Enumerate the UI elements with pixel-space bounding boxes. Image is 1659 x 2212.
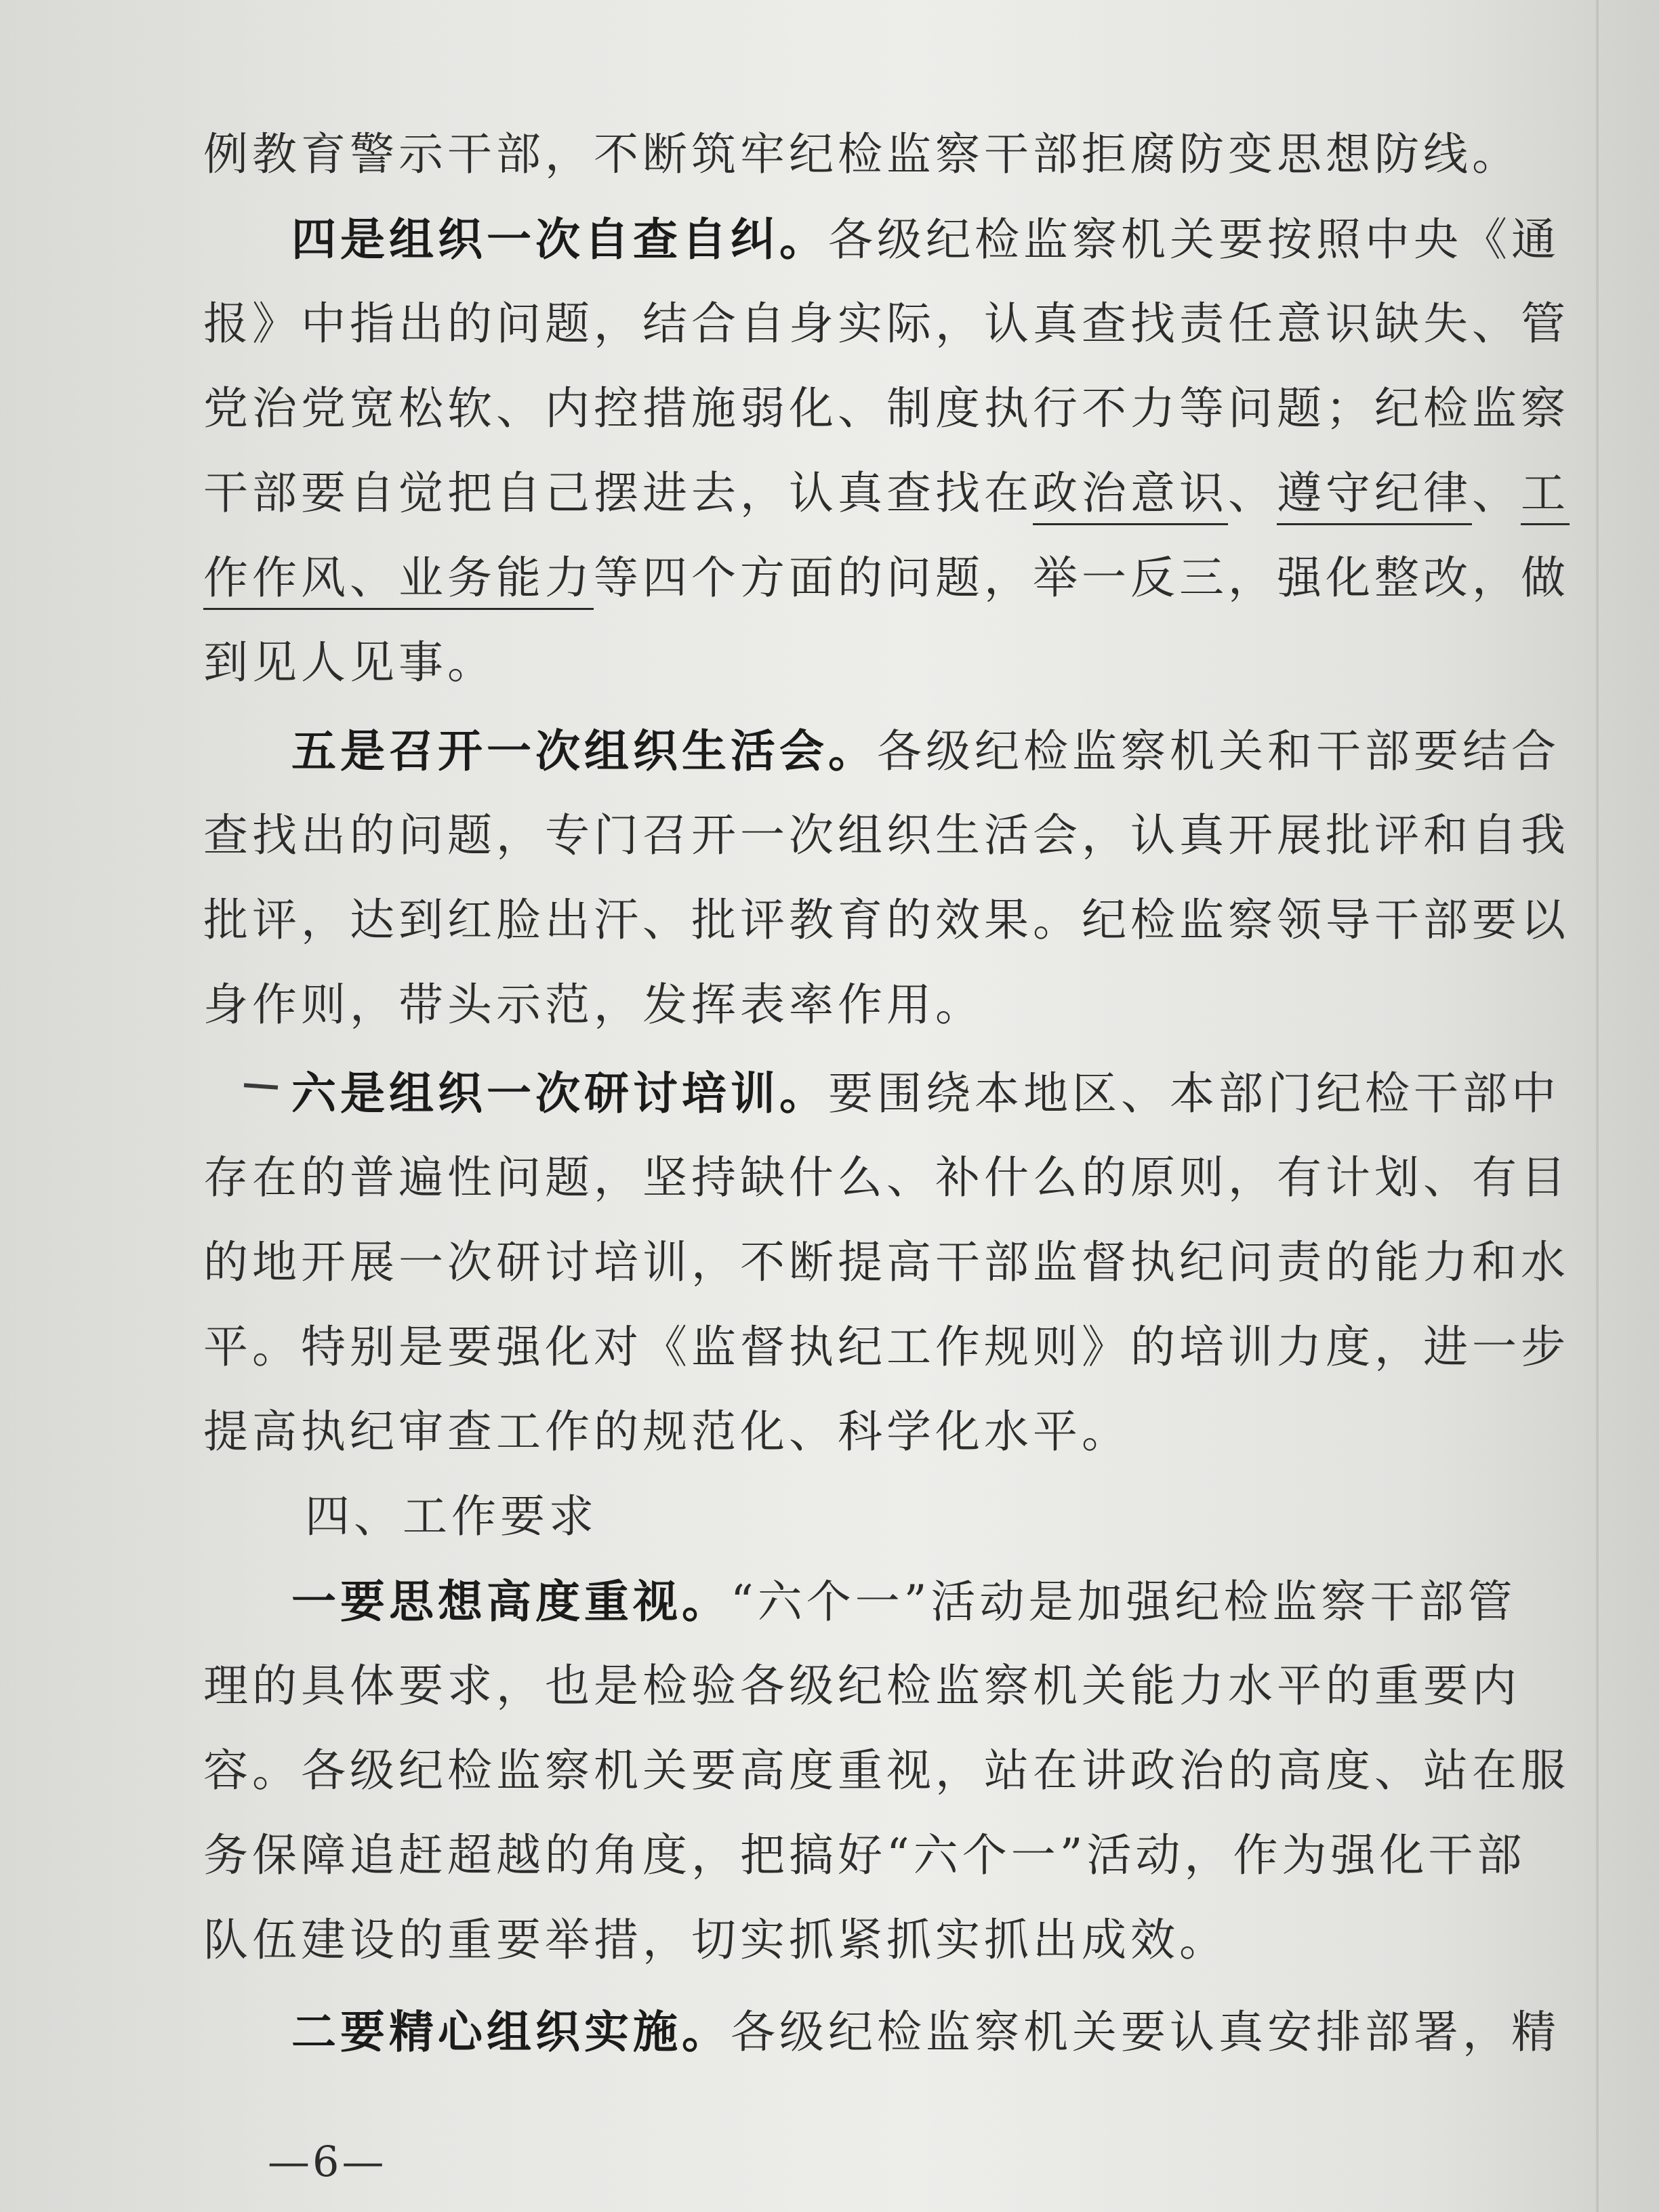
- underlined-text: 遵守纪律: [1277, 467, 1472, 525]
- pen-mark: [244, 1083, 278, 1089]
- text-run: 各级纪检监察机关和干部要结合: [877, 725, 1560, 777]
- text-run: 各级纪检监察机关要按照中央《通: [828, 213, 1560, 266]
- underlined-text: 作作风、业务能力: [203, 552, 594, 610]
- text-line: 平。特别是要强化对《监督执纪工作规则》的培训力度，进一步: [203, 1321, 1570, 1373]
- requirement-2-line-1: [291, 1999, 1572, 2065]
- paragraph-lead: 六是组织一次研讨培训。: [291, 1067, 828, 1120]
- text-line: [203, 461, 1572, 526]
- text-run: 、: [1472, 467, 1521, 519]
- text-run: 各级纪检监察机关要认真安排部署，精: [731, 2006, 1560, 2058]
- text-line: 容。各级纪检监察机关要高度重视，站在讲政治的高度、站在服: [203, 1744, 1570, 1797]
- underlined-text: 政治意识: [1033, 467, 1228, 525]
- text-line: 身作则，带头示范，发挥表率作用。: [203, 979, 984, 1031]
- text-run: 等四个方面的问题，举一反三，强化整改，做: [594, 552, 1570, 604]
- page-number: —6—: [268, 2137, 387, 2186]
- text-line: 例教育警示干部，不断筑牢纪检监察干部拒腐防变思想防线。: [203, 128, 1521, 180]
- text-line: 党治党宽松软、内控措施弱化、制度执行不力等问题；纪检监察: [203, 382, 1570, 434]
- text-line: 批评，达到红脸出汗、批评教育的效果。纪检监察领导干部要以: [203, 894, 1570, 946]
- paragraph-lead: 四是组织一次自查自纠。: [291, 213, 828, 266]
- paragraph-6-line-1: [291, 1061, 1572, 1126]
- text-line: 查找出的问题，专门召开一次组织生活会，认真开展批评和自我: [203, 809, 1570, 861]
- underlined-text: 工: [1521, 467, 1570, 525]
- text-line: 提高执纪审查工作的规范化、科学化水平。: [203, 1406, 1130, 1458]
- paragraph-5-line-1: [291, 718, 1572, 784]
- paragraph-lead: 一要思想高度重视。: [291, 1575, 731, 1628]
- text-line: [203, 546, 1572, 611]
- text-run: “六个一”活动是加强纪检监察干部管: [731, 1576, 1517, 1628]
- text-line: 务保障追赶超越的角度，把搞好“六个一”活动，作为强化干部: [203, 1829, 1526, 1881]
- paper-edge: [1596, 0, 1599, 2212]
- text-line: 队伍建设的重要举措，切实抓紧抓实抓出成效。: [203, 1914, 1228, 1966]
- text-run: 要围绕本地区、本部门纪检干部中: [828, 1067, 1560, 1120]
- text-run: 、: [1228, 467, 1277, 519]
- paragraph-lead: 五是召开一次组织生活会。: [291, 724, 877, 777]
- requirement-1-line-1: [291, 1569, 1572, 1635]
- text-run: 干部要自觉把自己摆进去，认真查找在: [203, 467, 1033, 519]
- paragraph-4-line-1: [291, 207, 1572, 272]
- paragraph-lead: 二要精心组织实施。: [291, 2005, 731, 2058]
- text-line: 报》中指出的问题，结合自身实际，认真查找责任意识缺失、管: [203, 298, 1570, 350]
- text-line: 理的具体要求，也是检验各级纪检监察机关能力水平的重要内: [203, 1660, 1521, 1712]
- text-line: 存在的普遍性问题，坚持缺什么、补什么的原则，有计划、有目: [203, 1151, 1570, 1204]
- text-line: 的地开展一次研讨培训，不断提高干部监督执纪问责的能力和水: [203, 1236, 1570, 1288]
- section-heading: 四、工作要求: [305, 1490, 598, 1542]
- text-line: 到见人见事。: [203, 636, 496, 689]
